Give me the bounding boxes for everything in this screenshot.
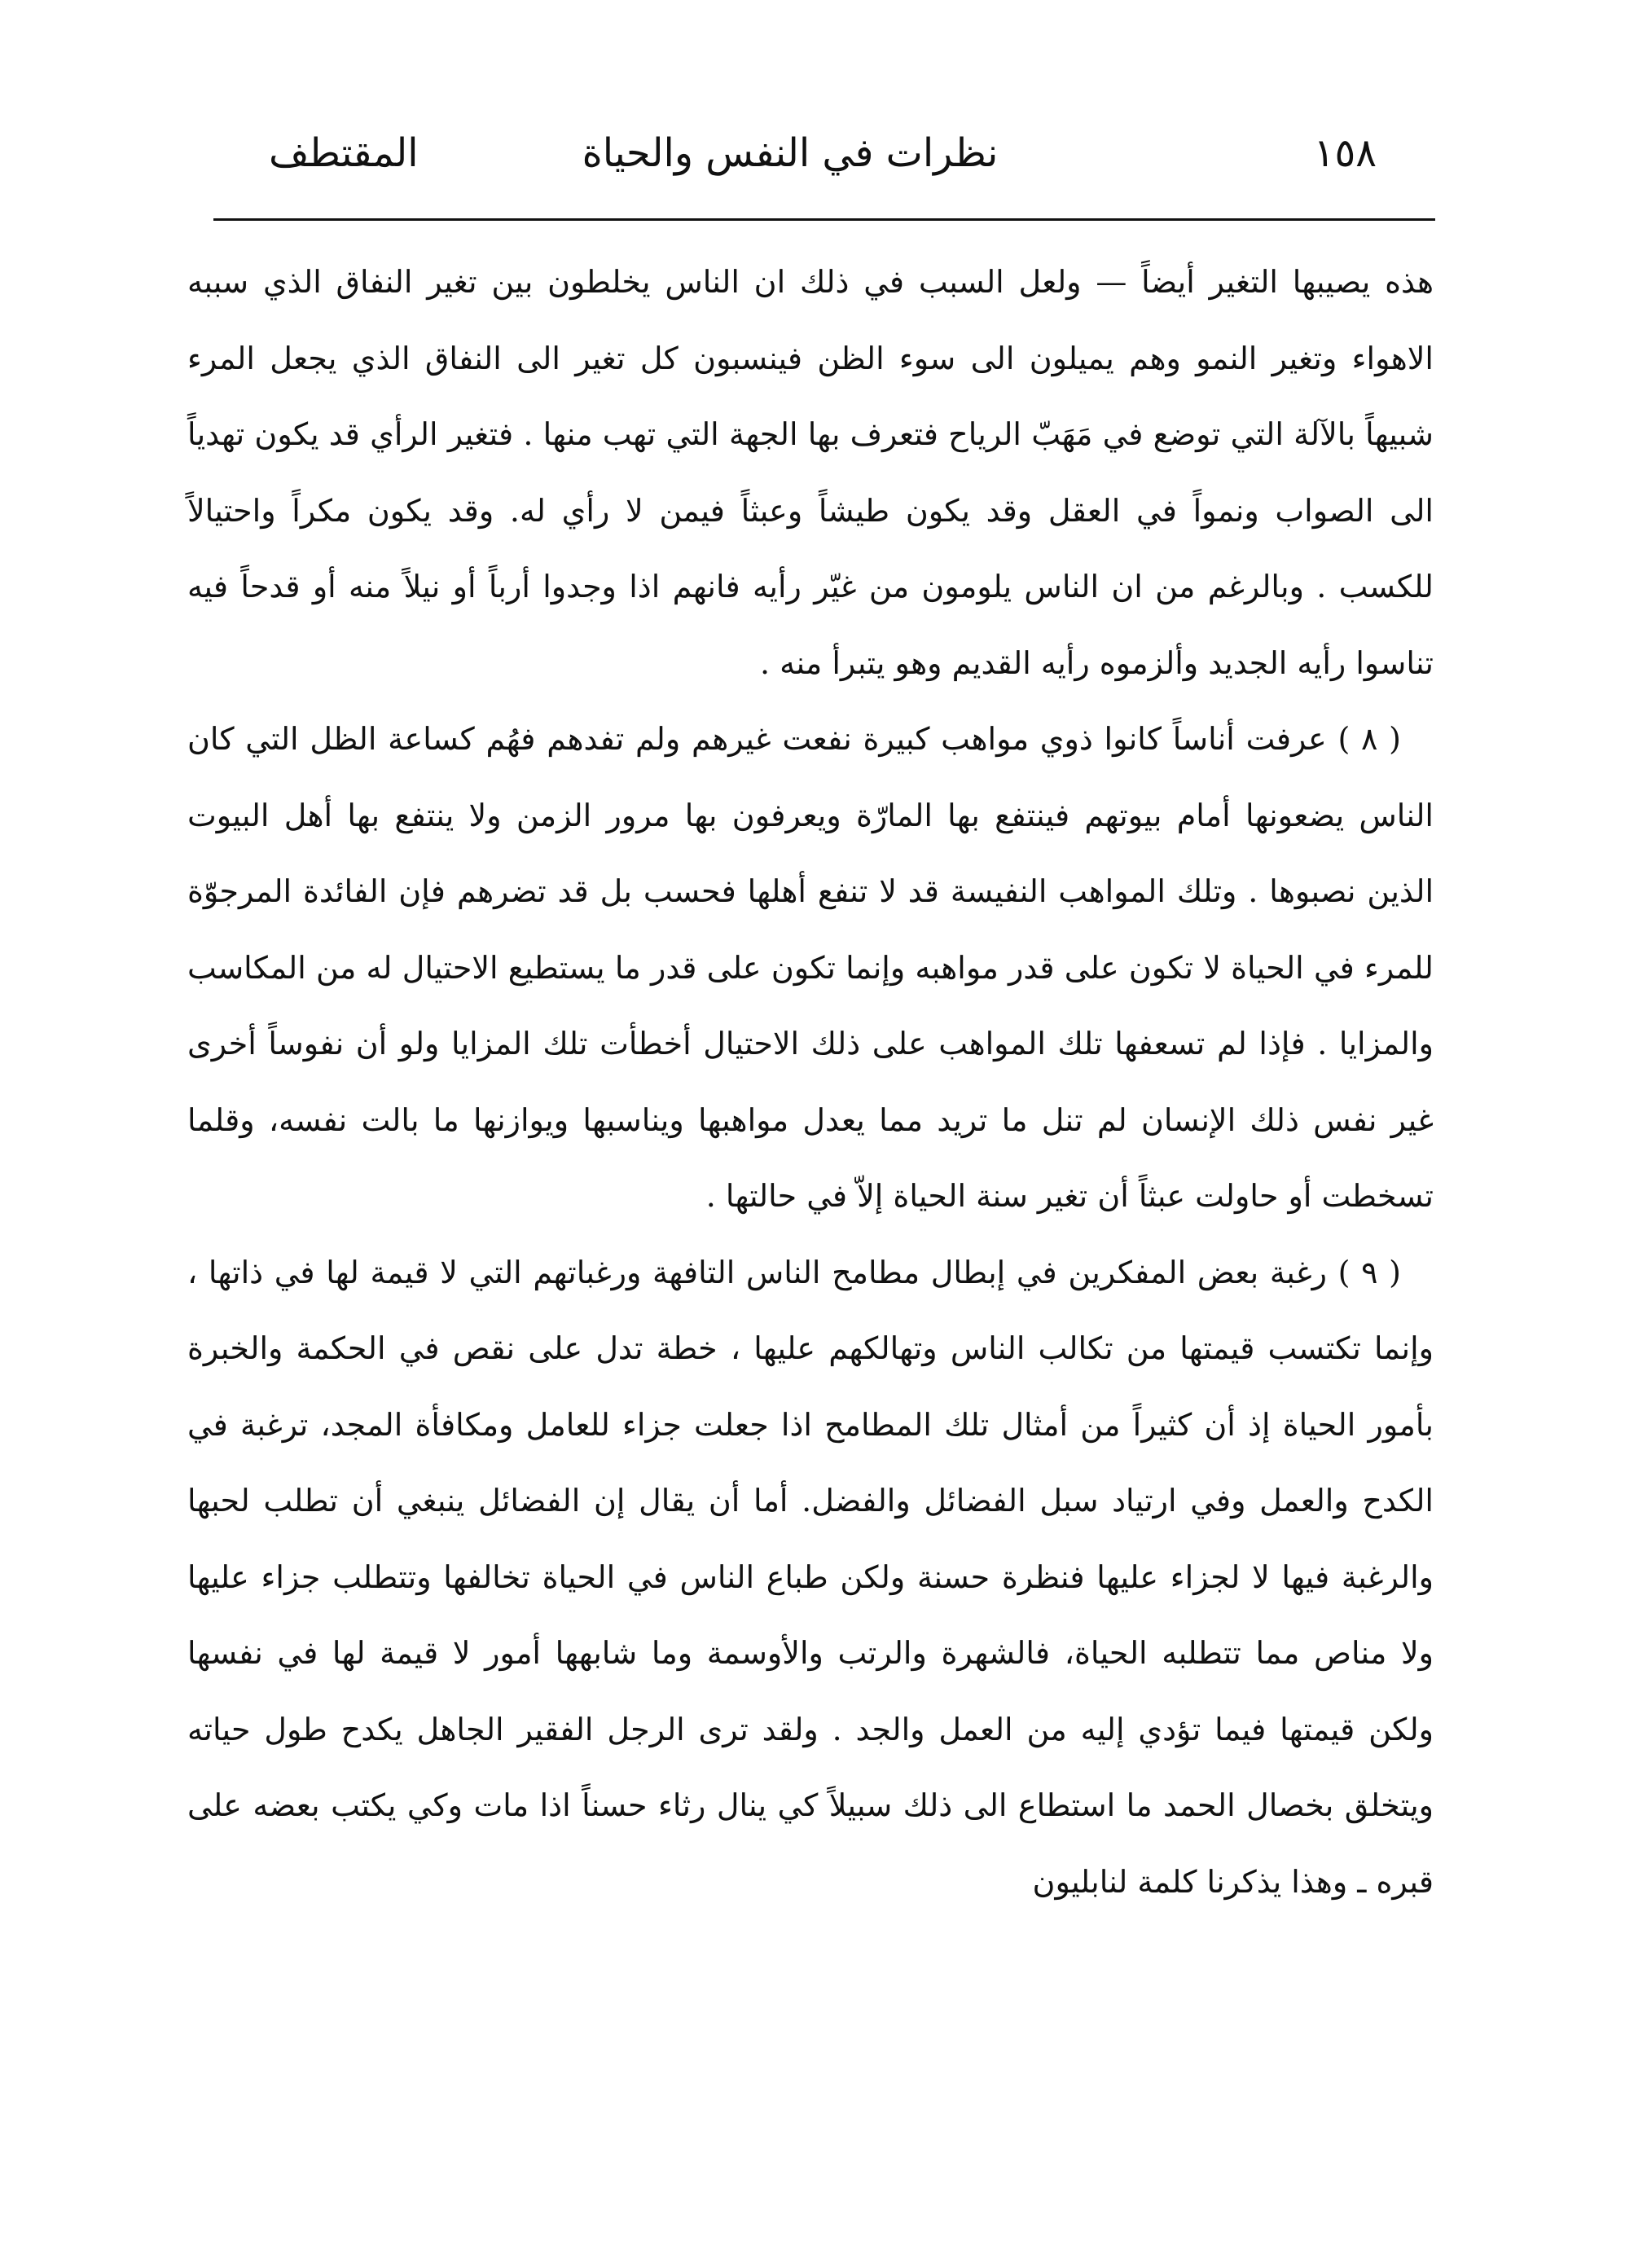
paragraph-number: ( ٨ )	[1337, 721, 1401, 757]
article-body	[187, 244, 1434, 1920]
paragraph-number: ( ٩ )	[1337, 1254, 1402, 1290]
paragraph-8	[187, 701, 1434, 1235]
journal-name: المقتطف	[269, 130, 419, 176]
paragraph-text: رغبة بعض المفكرين في إبطال مطامح الناس التافهة ورغباتهم التي لا قيمة لها في ذاتها ، وإنما تكتسب قيمتها من تكالب الناس وتهالكهم عليها ، خطة تدل على نقص في الحكمة والخبرة بأمور الحياة إذ أن كثيراً من أمثال تلك المطامح اذا جعلت جزاء للعامل ومكافأة المجد، ترغبة في الكدح والعمل وفي ارتياد سبل الفضائل والفضل. أما أن يقال إن الفضائل ينبغي أن تطلب لحبها والرغبة فيها لا لجزاء عليها فنظرة حسنة ولكن طباع الناس في الحياة تخالفها وتتطلب جزاء عليها ولا مناص مما تتطلبه الحياة، فالشهرة والرتب والأوسمة وما شابهها أمور لا قيمة لها في نفسها ولكن قيمتها فيما تؤدي إليه من العمل والجد . ولقد ترى الرجل الفقير الجاهل يكدح طول حياته ويتخلق بخصال الحمد ما استطاع الى ذلك سبيلاً كي ينال رثاء حسناً اذا مات وكي يكتب بعضه على قبره ـ وهذا يذكرنا كلمة لنابليون	[187, 1254, 1434, 1900]
paragraph-text: عرفت أناساً كانوا ذوي مواهب كبيرة نفعت غيرهم ولم تفدهم فهُم كساعة الظل التي كان الناس يضعونها أمام بيوتهم فينتفع بها المارّة ويعرفون بها مرور الزمن ولا ينتفع بها أهل البيوت الذين نصبوها . وتلك المواهب النفيسة قد لا تنفع أهلها فحسب بل قد تضرهم فإن الفائدة المرجوّة للمرء في الحياة لا تكون على قدر مواهبه وإنما تكون على قدر ما يستطيع الاحتيال له من المكاسب والمزايا . فإذا لم تسعفها تلك المواهب على ذلك الاحتيال أخطأت تلك المزايا ولو أن نفوساً أخرى غير نفس ذلك الإنسان لم تنل ما تريد مما يعدل مواهبها ويناسبها ويوازنها ما بالت نفسه، وقلما تسخطت أو حاولت عبثاً أن تغير سنة الحياة إلاّ في حالتها .	[187, 721, 1434, 1214]
page-number: ١٥٨	[1313, 130, 1377, 176]
page-header	[204, 121, 1377, 186]
header-divider	[213, 218, 1435, 221]
paragraph-continuation	[187, 244, 1434, 701]
article-title: نظرات في النفس والحياة	[582, 130, 999, 176]
paragraph-9	[187, 1235, 1434, 1921]
paragraph-text: هذه يصيبها التغير أيضاً — ولعل السبب في ذلك ان الناس يخلطون بين تغير النفاق الذي سببه الاهواء وتغير النمو وهم يميلون الى سوء الظن فينسبون كل تغير الى النفاق الذي يجعل المرء شبيهاً بالآلة التي توضع في مَهَبّ الرياح فتعرف بها الجهة التي تهب منها . فتغير الرأي قد يكون تهدياً الى الصواب ونمواً في العقل وقد يكون طيشاً وعبثاً فيمن لا رأي له. وقد يكون مكراً واحتيالاً للكسب . وبالرغم من ان الناس يلومون من غيّر رأيه فانهم اذا وجدوا أرباً أو نيلاً منه أو قدحاً فيه تناسوا رأيه الجديد وألزموه رأيه القديم وهو يتبرأ منه .	[187, 264, 1434, 681]
